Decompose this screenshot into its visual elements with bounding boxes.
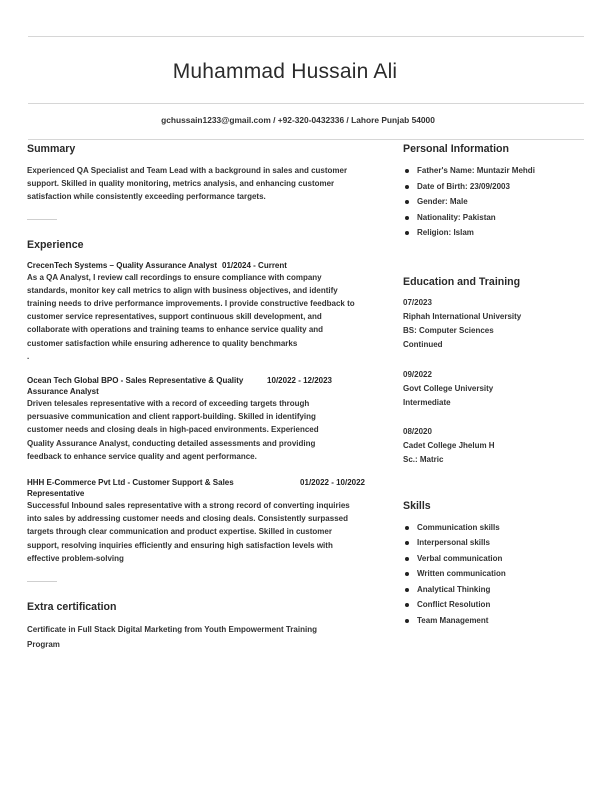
education-date: 09/2022 (403, 369, 432, 379)
list-item: Father's Name: Muntazir Mehdi (403, 163, 583, 179)
job-header (27, 477, 365, 499)
bullet-icon (405, 526, 409, 530)
bullet-icon (405, 557, 409, 561)
candidate-name: Muhammad Hussain Ali (172, 60, 398, 83)
skills-title: Skills (403, 499, 431, 512)
list-item: Verbal communication (403, 551, 583, 567)
education-date: 07/2023 (403, 297, 432, 307)
education-entry-2 (403, 368, 583, 410)
list-item: Gender: Male (403, 194, 583, 210)
list-item: Conflict Resolution (403, 597, 583, 613)
bullet-icon (405, 541, 409, 545)
education-degree: Intermediate (403, 397, 451, 407)
list-item: Analytical Thinking (403, 582, 583, 598)
right-column (403, 143, 583, 628)
list-item: Nationality: Pakistan (403, 210, 583, 226)
job-description: As a QA Analyst, I review call recordings to ensure compliance with company standards, monitor key call metrics to align with business objectives, and identify training needs to drive performance improvements. I provide constructive feedback to customer service representatives, support continuous skill development, and collaborate with operations and training teams to enhance service quality and customer satisfaction while ensuring adherence to quality benchmarks (27, 272, 355, 348)
bullet-icon (405, 588, 409, 592)
job-dates: 01/2022 - 10/2022 (300, 478, 365, 488)
education-degree: BS: Computer Sciences (403, 325, 494, 335)
list-item: Team Management (403, 613, 583, 629)
experience-title: Experience (27, 238, 84, 251)
education-status: Continued (403, 339, 443, 349)
education-institution: Govt College University (403, 383, 494, 393)
bullet-icon (405, 216, 409, 220)
left-column (27, 143, 372, 652)
header-rule-lower (28, 139, 584, 140)
education-title: Education and Training (403, 275, 521, 288)
certification-text: Certificate in Full Stack Digital Marketing from Youth Empowerment Training Program (27, 625, 317, 650)
bullet-icon (405, 185, 409, 189)
list-item: Communication skills (403, 520, 583, 536)
list-item: Interpersonal skills (403, 535, 583, 551)
education-entry-3 (403, 425, 583, 467)
skills-list (403, 520, 583, 629)
list-item: Date of Birth: 23/09/2003 (403, 179, 583, 195)
top-rule (28, 36, 584, 37)
job-dates: 01/2024 - Current (222, 260, 287, 270)
summary-divider (27, 219, 57, 220)
summary-title: Summary (27, 143, 76, 155)
job-entry-1 (27, 260, 372, 363)
bullet-icon (405, 603, 409, 607)
bullet-icon (405, 169, 409, 173)
job-title: Ocean Tech Global BPO - Sales Representative & Quality Assurance Analyst (27, 376, 244, 397)
bullet-icon (405, 200, 409, 204)
job-dates: 10/2022 - 12/2023 (267, 376, 332, 386)
job-title: HHH E-Commerce Pvt Ltd - Customer Support & Sales Representative (27, 478, 234, 499)
job-description: Successful Inbound sales representative with a strong record of converting inquiries into sales by addressing customer needs and closing deals. Consistently surpassed targets through clear communication and product expertise. Skilled in customer support, resolving inquiries efficiently and ensuring high satisfaction levels with effective problem-solving (27, 501, 350, 563)
education-institution: Cadet College Jhelum H (403, 440, 495, 450)
personal-info-title: Personal Information (403, 143, 509, 155)
job-title: CrecenTech Systems – Quality Assurance Analyst (27, 260, 218, 270)
education-date: 08/2020 (403, 426, 432, 436)
bullet-icon (405, 231, 409, 235)
education-entry-1 (403, 296, 583, 352)
bullet-icon (405, 619, 409, 623)
bullet-icon (405, 572, 409, 576)
education-institution: Riphah International University (403, 311, 522, 321)
summary-text: Experienced QA Specialist and Team Lead with a background in sales and customer support. Skilled in quality monitoring, metrics analysis, and enhancing customer satisfaction while consistently exceeding performance targets. (27, 166, 348, 202)
education-degree: Sc.: Matric (403, 454, 444, 464)
certification-title: Extra certification (27, 601, 117, 614)
list-item: Written communication (403, 566, 583, 582)
job-entry-3 (27, 477, 372, 565)
list-item: Religion: Islam (403, 225, 583, 241)
job-header (27, 375, 332, 397)
contact-line: gchussain1233@gmail.com / +92-320-0432336 / Lahore Punjab 54000 (161, 115, 435, 125)
job-trailing-text: . (27, 351, 30, 361)
experience-divider (27, 581, 57, 582)
header-rule-upper (28, 103, 584, 104)
job-description: Driven telesales representative with a record of exceeding targets through persuasive communication and client rapport-building. Skilled in identifying customer needs and closing deals in high-paced environments. Experienced Quality Assurance Analyst, conducting detailed assessments and providing feedback to enhance service quality and agent performance. (27, 399, 319, 461)
job-header (27, 260, 372, 271)
job-entry-2 (27, 375, 372, 463)
personal-info-list (403, 163, 583, 241)
